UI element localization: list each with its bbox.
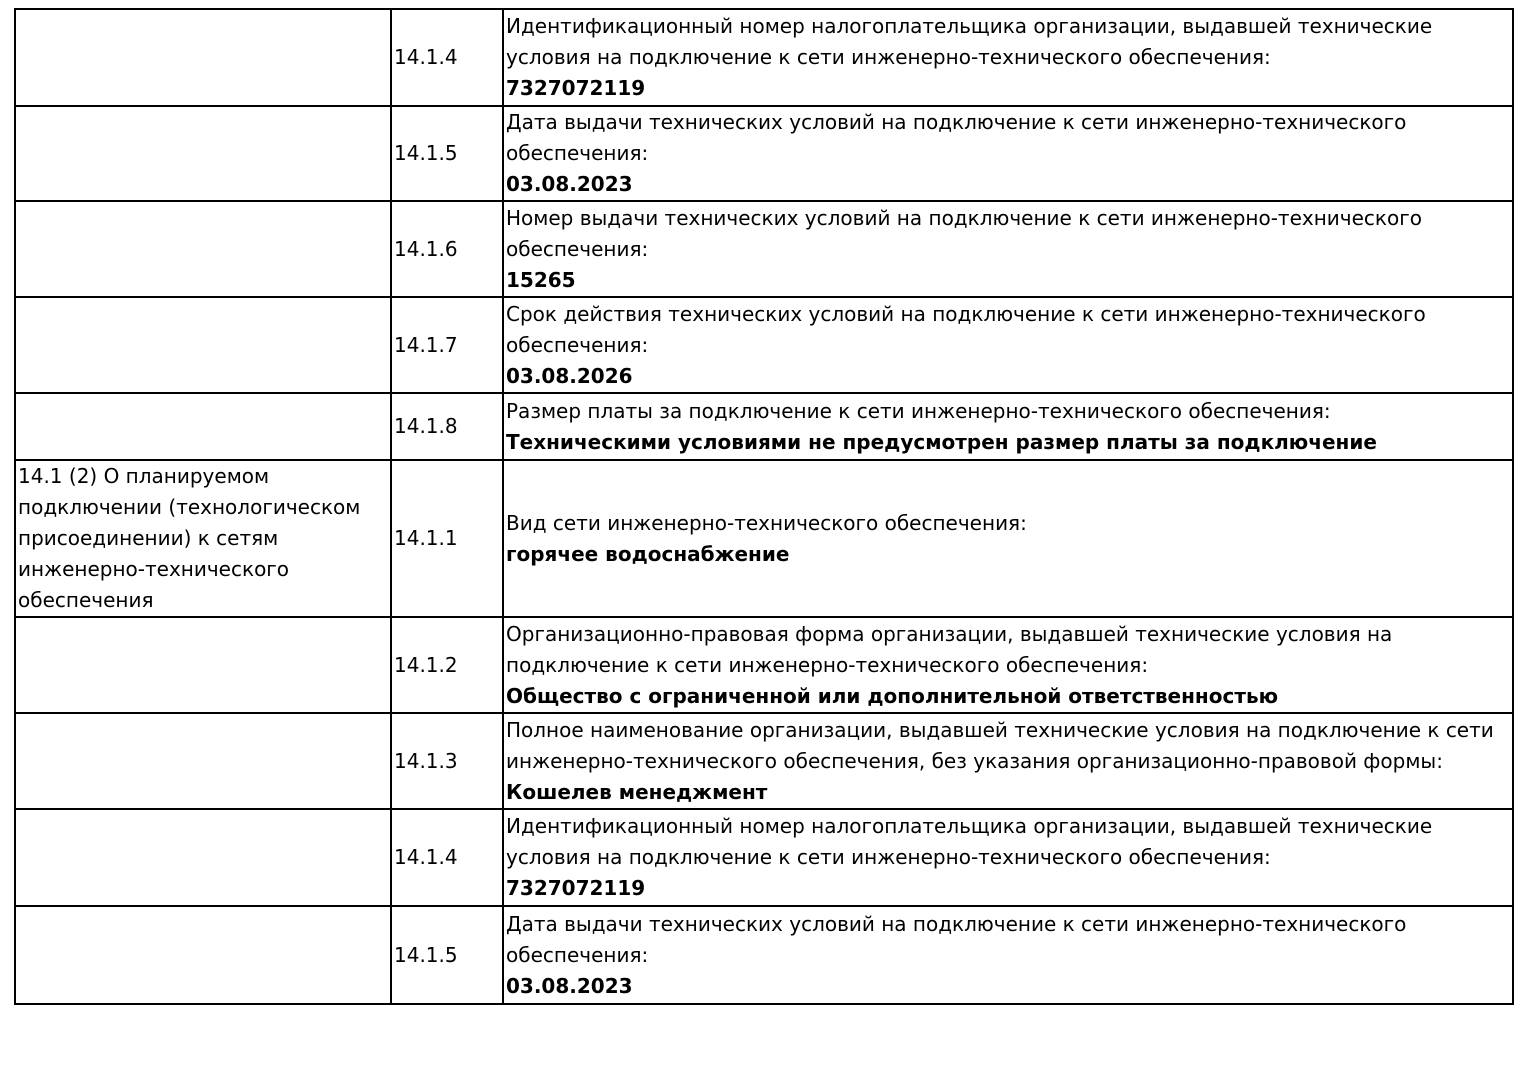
question-text: Идентификационный номер налогоплательщика организации, выдавшей технические условия на подключение к сети инженерно-технического обеспечения: (506, 814, 1433, 869)
question-text: Полное наименование организации, выдавшей технические условия на подключение к сети инженерно-технического обеспечения, без указания организационно-правовой формы: (506, 717, 1494, 773)
section-cell (15, 106, 391, 201)
section-cell (15, 201, 391, 297)
answer-text: 03.08.2026 (506, 363, 633, 388)
row-number: 14.1.8 (391, 393, 503, 460)
content-cell (503, 809, 1513, 906)
table-row (15, 617, 1513, 713)
row-number: 14.1.1 (391, 460, 503, 617)
row-number: 14.1.2 (391, 617, 503, 713)
row-number: 14.1.5 (391, 906, 503, 1004)
table-row (15, 809, 1513, 906)
section-cell (15, 460, 391, 617)
table-row (15, 9, 1513, 106)
declaration-table (14, 8, 1514, 1005)
section-cell (15, 9, 391, 106)
content-cell (503, 617, 1513, 713)
content-cell (503, 393, 1513, 460)
question-text: Идентификационный номер налогоплательщика организации, выдавшей технические условия на подключение к сети инженерно-технического обеспечения: (506, 14, 1433, 69)
section-cell (15, 906, 391, 1004)
question-text: Срок действия технических условий на подключение к сети инженерно-технического обеспечения: (506, 301, 1426, 357)
section-cell (15, 617, 391, 713)
answer-text: Кошелев менеджмент (506, 779, 768, 804)
table-row (15, 201, 1513, 297)
table-row (15, 393, 1513, 460)
content-cell (503, 460, 1513, 617)
table-row (15, 106, 1513, 201)
table-row (15, 906, 1513, 1004)
content-cell (503, 9, 1513, 106)
question-text: Организационно-правовая форма организации, выдавшей технические условия на подключение к сети инженерно-технического обеспечения: (506, 621, 1393, 677)
content-cell (503, 106, 1513, 201)
answer-text: 7327072119 (506, 76, 646, 100)
answer-text: горячее водоснабжение (506, 541, 790, 566)
section-cell (15, 809, 391, 906)
question-text: Размер платы за подключение к сети инженерно-технического обеспечения: (506, 398, 1331, 423)
answer-text: Техническими условиями не предусмотрен размер платы за подключение (506, 429, 1377, 454)
answer-text: 7327072119 (506, 876, 646, 900)
row-number: 14.1.5 (391, 106, 503, 201)
table-row (15, 297, 1513, 393)
answer-text: 03.08.2023 (506, 172, 633, 196)
section-cell (15, 297, 391, 393)
table-row (15, 713, 1513, 809)
question-text: Дата выдачи технических условий на подключение к сети инженерно-технического обеспечения: (506, 911, 1407, 967)
row-number: 14.1.3 (391, 713, 503, 809)
row-number: 14.1.6 (391, 201, 503, 297)
answer-text: 03.08.2023 (506, 973, 633, 998)
row-number: 14.1.7 (391, 297, 503, 393)
answer-text: 15265 (506, 267, 576, 292)
question-text: Дата выдачи технических условий на подключение к сети инженерно-технического обеспечения: (506, 110, 1407, 165)
section-label: 14.1 (2) О планируемом подключении (технологическом присоединении) к сетям инженерно-технического обеспечения (18, 464, 361, 612)
question-text: Вид сети инженерно-технического обеспечения: (506, 510, 1027, 535)
table-row (15, 460, 1513, 617)
answer-text: Общество с ограниченной или дополнительной ответственностью (506, 683, 1279, 708)
section-cell (15, 393, 391, 460)
content-cell (503, 906, 1513, 1004)
row-number: 14.1.4 (391, 809, 503, 906)
row-number: 14.1.4 (391, 9, 503, 106)
section-cell (15, 713, 391, 809)
content-cell (503, 201, 1513, 297)
question-text: Номер выдачи технических условий на подключение к сети инженерно-технического обеспечения: (506, 205, 1422, 261)
content-cell (503, 297, 1513, 393)
content-cell (503, 713, 1513, 809)
